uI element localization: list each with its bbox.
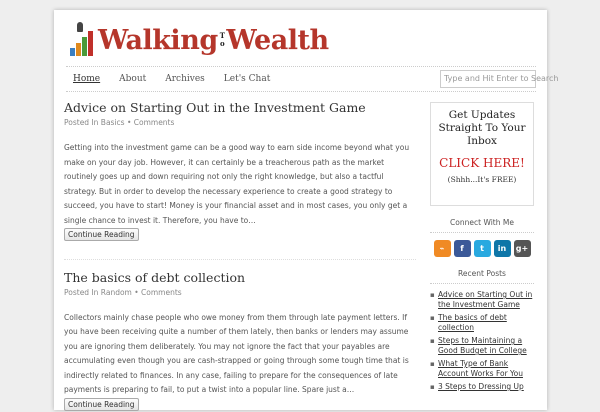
site-logo[interactable] — [68, 20, 329, 60]
newsletter-title: Get Updates Straight To Your Inbox — [435, 109, 529, 148]
newsletter-box — [430, 102, 534, 206]
sidebar — [430, 102, 534, 395]
logo-bar — [76, 43, 81, 56]
post-excerpt — [64, 141, 416, 243]
recent-post-item[interactable] — [430, 313, 534, 333]
post-excerpt-text: Collectors mainly chase people who owe money from them through late payment letters. If you have been receiving quite a number of them lately, then banks or lenders may assume you are ignoring them deliberately. You may not ignore the fact that your payables are accumulating even though you are cash-strapped or going through some tough time that is indirectly related to finances. In any case, failing to prepare for the consequences of late payments is preparing to fail, to put a twist into a popular line. Spare just a… — [64, 313, 409, 395]
recent-post-item[interactable] — [430, 336, 534, 356]
post-meta: Posted In Random • Comments — [64, 288, 416, 297]
recent-post-item[interactable] — [430, 382, 534, 392]
main-nav — [66, 66, 536, 92]
post-title[interactable]: The basics of debt collection — [64, 270, 416, 285]
post-meta: Posted In Basics • Comments — [64, 118, 416, 127]
newsletter-link[interactable]: CLICK HERE! — [435, 156, 529, 170]
post-title[interactable]: Advice on Starting Out in the Investment Game — [64, 100, 416, 115]
logo-text — [98, 25, 329, 56]
main-content — [64, 100, 416, 412]
recent-post-link[interactable]: Advice on Starting Out in the Investment Game — [438, 290, 532, 309]
logo-mid-top: T — [220, 32, 225, 40]
recent-post-link[interactable]: 3 Steps to Dressing Up — [438, 382, 524, 391]
continue-reading-button[interactable]: Continue Reading — [64, 398, 139, 411]
recent-posts-title: Recent Posts — [430, 269, 534, 284]
recent-post-item[interactable] — [430, 290, 534, 310]
google-plus-icon[interactable]: g+ — [514, 240, 531, 257]
post-divider — [64, 259, 416, 260]
recent-post-link[interactable]: Steps to Maintaining a Good Budget in College — [438, 336, 527, 355]
continue-reading-button[interactable]: Continue Reading — [64, 228, 139, 241]
linkedin-icon[interactable]: in — [494, 240, 511, 257]
recent-post-link[interactable]: The basics of debt collection — [438, 313, 507, 332]
logo-word-walking: Walking — [98, 25, 218, 56]
nav-archives[interactable]: Archives — [158, 74, 212, 84]
rss-icon[interactable]: ⌁ — [434, 240, 451, 257]
nav-lets-chat[interactable]: Let's Chat — [217, 74, 278, 84]
facebook-icon[interactable]: f — [454, 240, 471, 257]
post — [64, 270, 416, 412]
connect-title: Connect With Me — [430, 218, 534, 233]
recent-post-item[interactable] — [430, 359, 534, 379]
logo-mid — [220, 32, 225, 48]
recent-post-link[interactable]: What Type of Bank Account Works For You — [438, 359, 523, 378]
logo-graphic — [68, 22, 94, 58]
social-links — [430, 240, 534, 257]
logo-bar — [82, 37, 87, 56]
twitter-icon[interactable]: t — [474, 240, 491, 257]
logo-bar — [70, 48, 75, 56]
logo-bar — [88, 31, 93, 56]
nav-home[interactable]: Home — [66, 74, 107, 84]
post-excerpt-text: Getting into the investment game can be a good way to earn side income beyond what you make on your day job. However, it can certainly be a treacherous path as the market routinely goes up and down requiring not only the right knowledge, but also a tactful strategy. But in order to develop the necessary experience to create a good strategy to succeed, you have to start! Money is your financial asset and in most cases, you only get a single chance to invest it. Therefore, you have to… — [64, 143, 409, 225]
nav-about[interactable]: About — [112, 74, 153, 84]
walker-figure — [77, 22, 83, 32]
post-excerpt — [64, 311, 416, 412]
newsletter-subtext: (Shhh...It's FREE) — [435, 175, 529, 184]
logo-word-wealth: Wealth — [226, 25, 328, 56]
page-container — [54, 10, 547, 410]
search-input[interactable]: Type and Hit Enter to Search — [440, 70, 536, 88]
post — [64, 100, 416, 243]
logo-mid-middle: o — [220, 40, 225, 48]
recent-posts-list — [430, 290, 534, 392]
